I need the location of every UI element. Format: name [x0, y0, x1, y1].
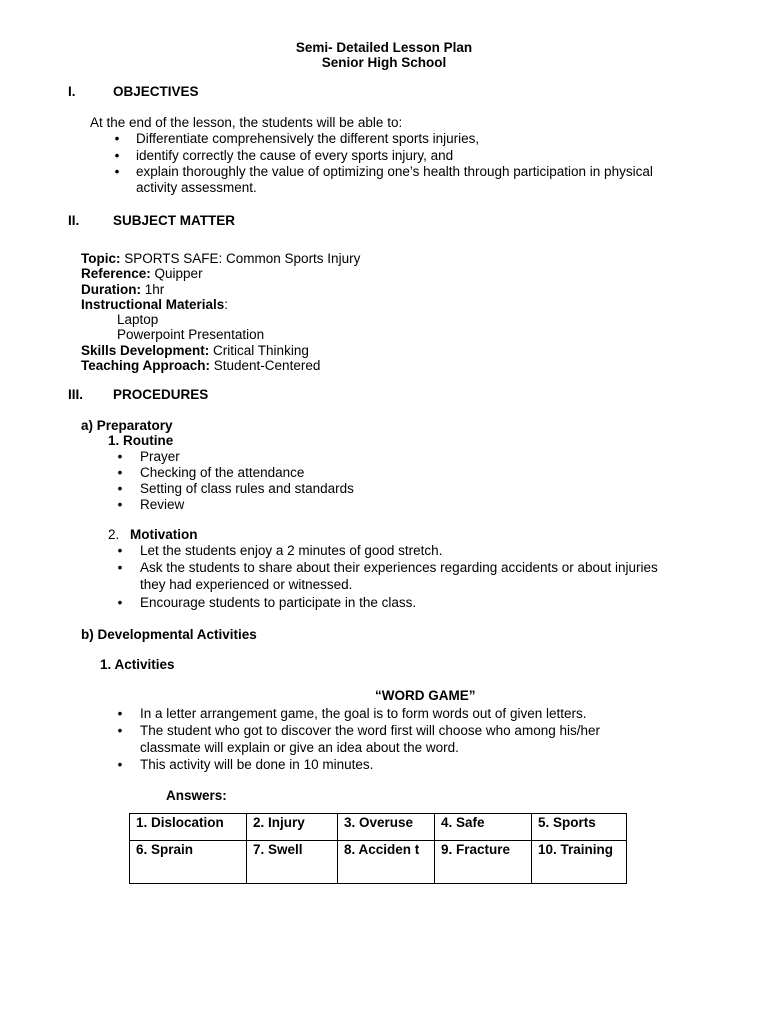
- motivation-item: Ask the students to share about their experiences regarding accidents or about injuries: [140, 560, 658, 575]
- routine-item: Setting of class rules and standards: [140, 481, 354, 496]
- bullet-glyph: •: [114, 148, 120, 163]
- game-item: In a letter arrangement game, the goal is to form words out of given letters.: [140, 706, 587, 721]
- answer-cell: 1. Dislocation: [130, 814, 247, 841]
- bullet-glyph: •: [117, 497, 123, 512]
- answers-label: Answers:: [166, 788, 227, 803]
- bullet-glyph: •: [117, 481, 123, 496]
- section-1-title: OBJECTIVES: [113, 84, 199, 99]
- motivation-item: Encourage students to participate in the class.: [140, 595, 417, 610]
- routine-item: Review: [140, 497, 185, 512]
- reference-value: Quipper: [150, 266, 203, 281]
- bullet-glyph: •: [114, 131, 120, 146]
- answer-cell: 4. Safe: [435, 814, 532, 841]
- objectives-intro: At the end of the lesson, the students will be able to:: [90, 115, 403, 130]
- table-row: [130, 814, 627, 841]
- duration-value: 1hr: [141, 282, 165, 297]
- answer-cell: 10. Training: [532, 841, 627, 884]
- game-item: The student who got to discover the word first will choose who among his/her: [140, 723, 600, 738]
- section-1-number: I.: [68, 84, 76, 99]
- materials-colon: :: [224, 297, 229, 312]
- section-3-number: III.: [68, 387, 84, 402]
- bullet-glyph: •: [114, 164, 120, 179]
- motivation-heading: Motivation: [130, 527, 198, 542]
- bullet-glyph: •: [117, 723, 123, 738]
- skills-line: [81, 343, 309, 359]
- motivation-item-continued: they had experienced or witnessed.: [140, 577, 353, 592]
- table-row: [130, 841, 627, 884]
- skills-value: Critical Thinking: [209, 343, 309, 358]
- approach-value: Student-Centered: [210, 358, 321, 373]
- answer-cell: 5. Sports: [532, 814, 627, 841]
- bullet-glyph: •: [117, 449, 123, 464]
- objective-item: Differentiate comprehensively the different sports injuries,: [136, 131, 480, 146]
- objective-item-continued: activity assessment.: [136, 180, 257, 195]
- document-title: Semi- Detailed Lesson Plan: [295, 40, 473, 55]
- duration-line: [81, 282, 164, 298]
- material-item: Laptop: [117, 312, 159, 327]
- materials-label: Instructional Materials: [81, 297, 225, 312]
- materials-line: [81, 297, 228, 313]
- section-3-title: PROCEDURES: [113, 387, 209, 402]
- routine-heading: 1. Routine: [108, 433, 174, 448]
- section-2-title: SUBJECT MATTER: [113, 213, 236, 228]
- game-item-continued: classmate will explain or give an idea about the word.: [140, 740, 459, 755]
- topic-value: SPORTS SAFE: Common Sports Injury: [120, 251, 361, 266]
- answer-cell: 7. Swell: [247, 841, 338, 884]
- motivation-number: 2.: [108, 527, 120, 542]
- approach-line: [81, 358, 320, 374]
- routine-item: Checking of the attendance: [140, 465, 305, 480]
- topic-line: [81, 251, 360, 267]
- answer-cell: 3. Overuse: [338, 814, 435, 841]
- objective-item: identify correctly the cause of every sports injury, and: [136, 148, 454, 163]
- skills-label: Skills Development:: [81, 343, 210, 358]
- motivation-item: Let the students enjoy a 2 minutes of good stretch.: [140, 543, 443, 558]
- document-subtitle: Senior High School: [321, 55, 447, 70]
- duration-label: Duration:: [81, 282, 141, 297]
- reference-line: [81, 266, 203, 282]
- bullet-glyph: •: [117, 543, 123, 558]
- routine-item: Prayer: [140, 449, 180, 464]
- section-2-number: II.: [68, 213, 80, 228]
- bullet-glyph: •: [117, 595, 123, 610]
- answer-cell: 6. Sprain: [130, 841, 247, 884]
- bullet-glyph: •: [117, 465, 123, 480]
- preparatory-heading: a) Preparatory: [81, 418, 173, 433]
- answer-cell: 8. Acciden t: [338, 841, 435, 884]
- answer-cell: 2. Injury: [247, 814, 338, 841]
- answer-cell: 9. Fracture: [435, 841, 532, 884]
- activities-heading: 1. Activities: [100, 657, 175, 672]
- word-game-title: “WORD GAME”: [375, 688, 476, 703]
- approach-label: Teaching Approach:: [81, 358, 211, 373]
- bullet-glyph: •: [117, 706, 123, 721]
- material-item: Powerpoint Presentation: [117, 327, 265, 342]
- game-item: This activity will be done in 10 minutes.: [140, 757, 374, 772]
- bullet-glyph: •: [117, 757, 123, 772]
- reference-label: Reference:: [81, 266, 151, 281]
- answers-table: [129, 813, 627, 884]
- developmental-heading: b) Developmental Activities: [81, 627, 257, 642]
- topic-label: Topic:: [81, 251, 121, 266]
- objective-item: explain thoroughly the value of optimizing one’s health through participation in physical: [136, 164, 653, 179]
- bullet-glyph: •: [117, 560, 123, 575]
